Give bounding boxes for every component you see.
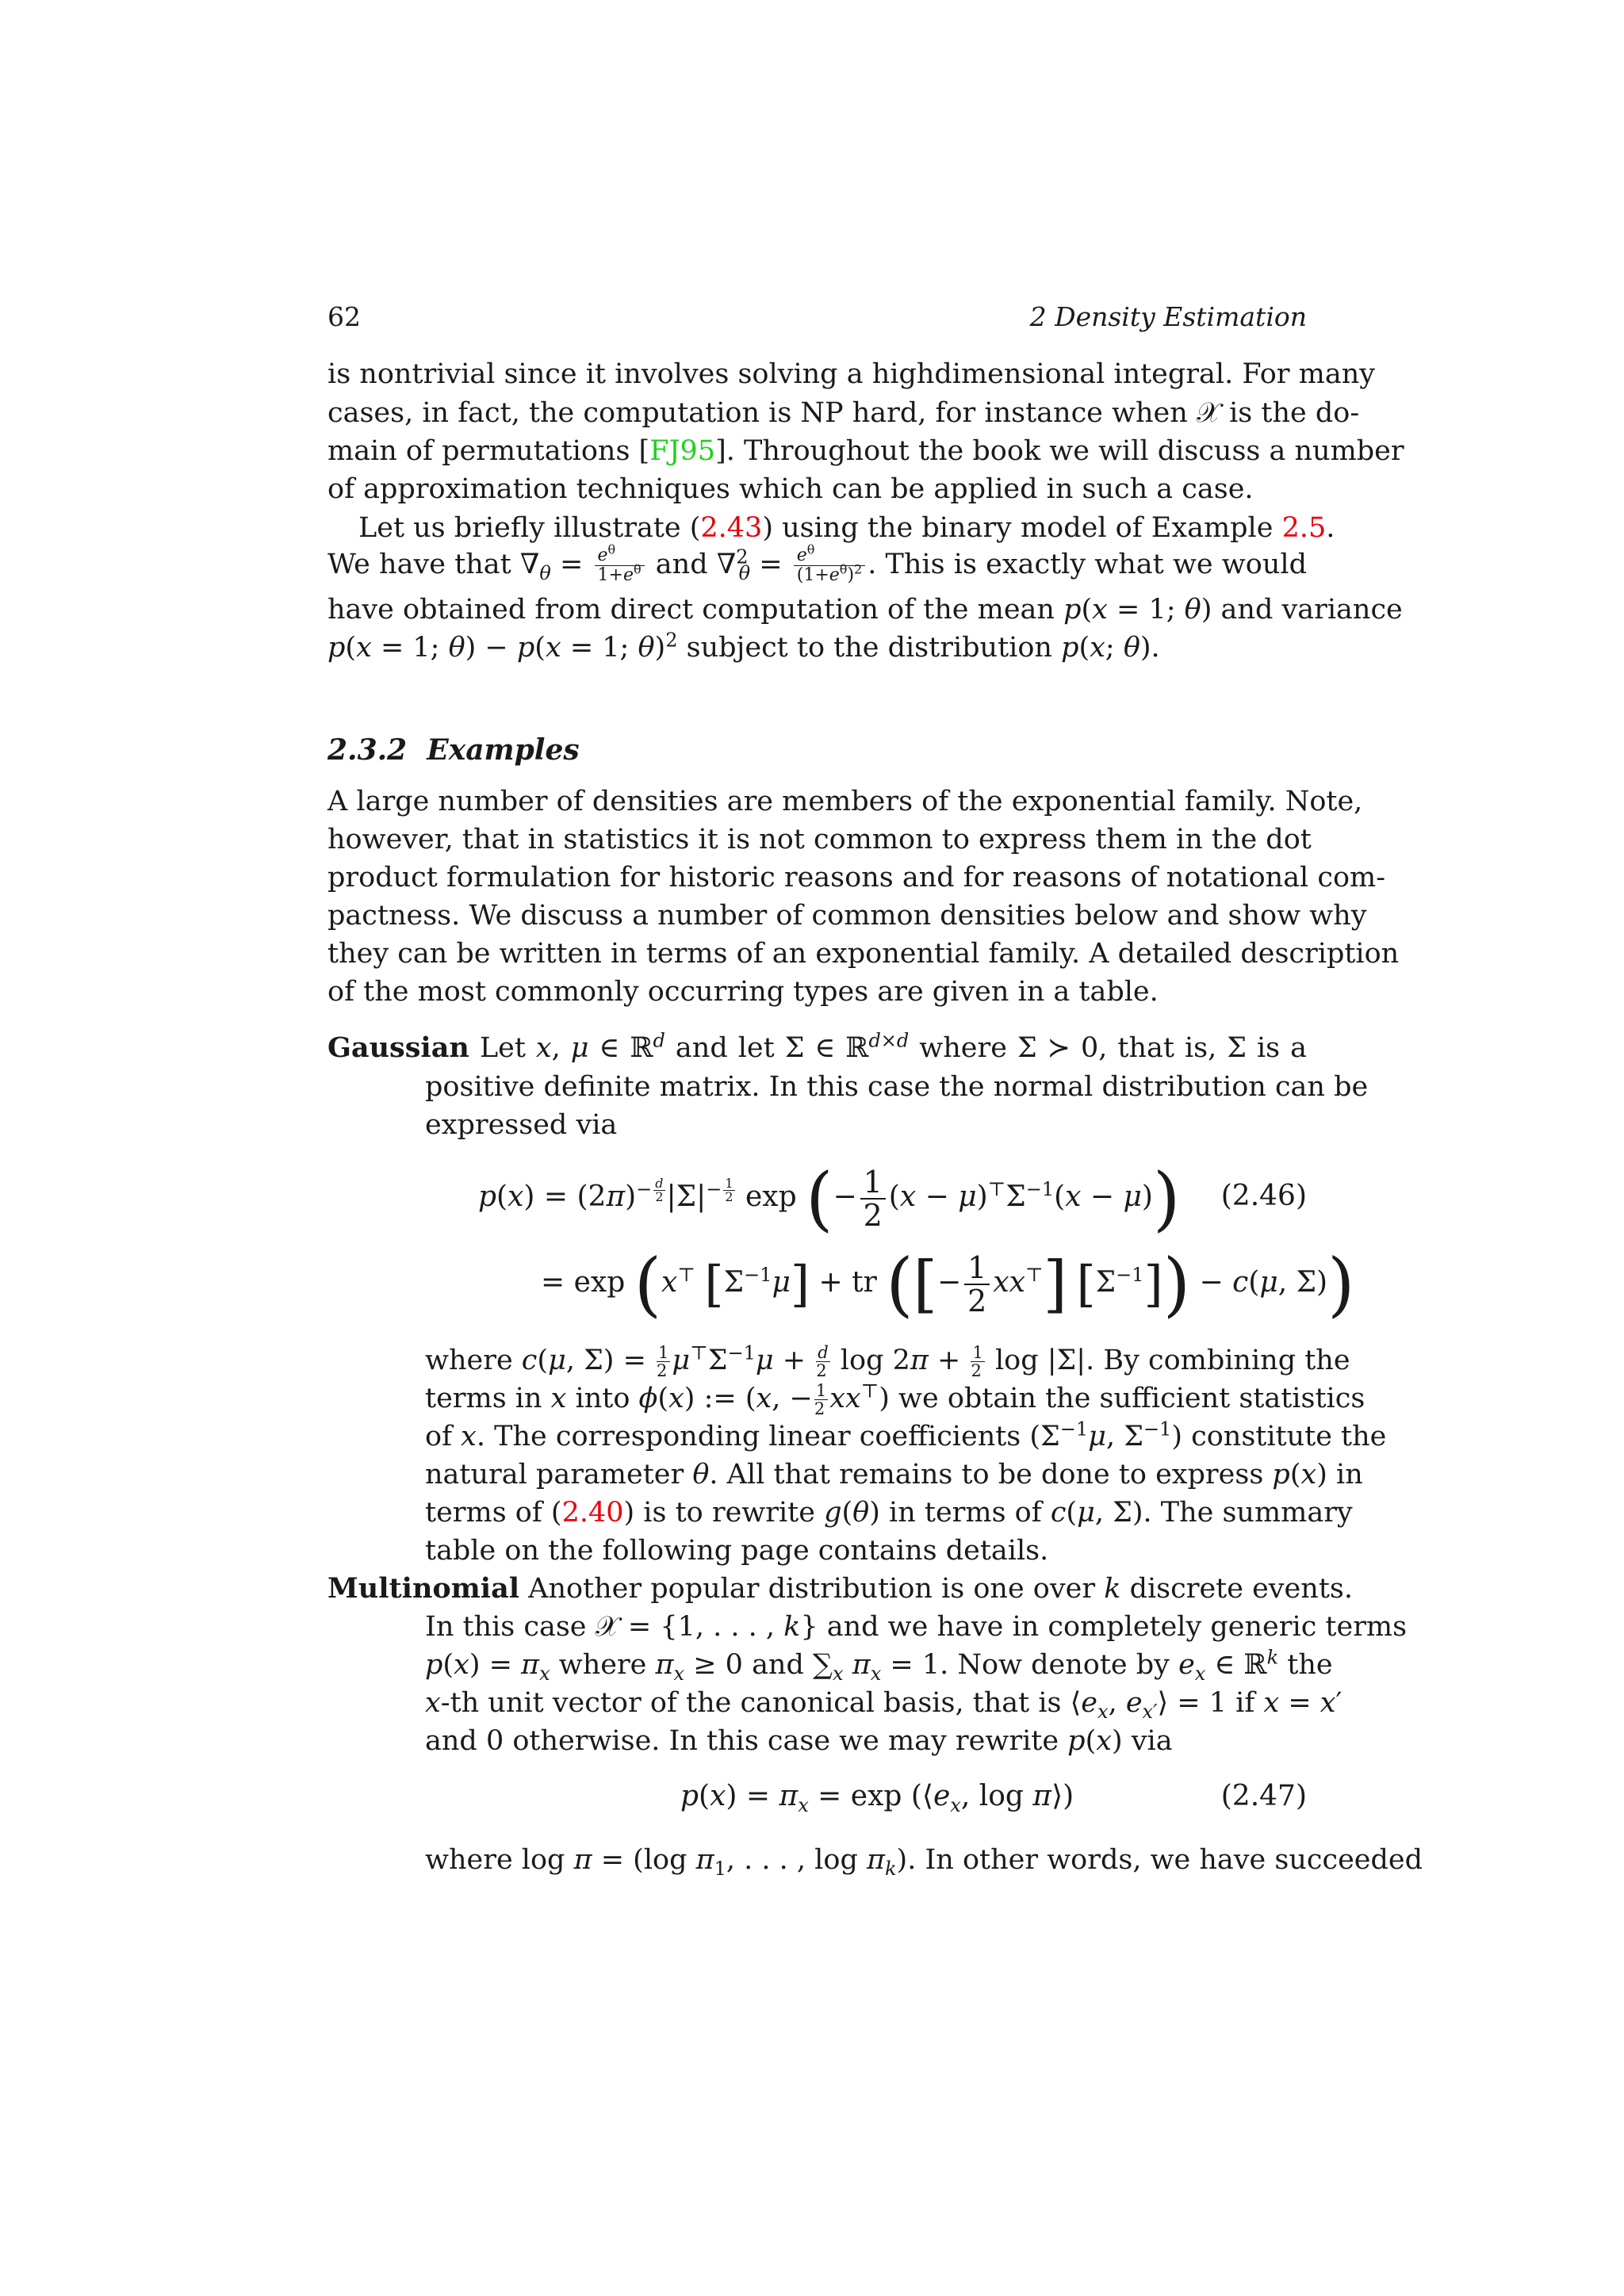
section-title: Examples	[427, 733, 580, 767]
equation-2-47: $p(x) = \pi_x = \exp$ ($⟨e_x$, log π⟩)	[680, 1780, 1074, 1817]
equation-number-2-46: (2.46)	[1220, 1180, 1307, 1212]
running-title: 2 Density Estimation	[1029, 301, 1307, 332]
gaussian-label: Gaussian	[327, 1031, 469, 1064]
equation-number-2-47: (2.47)	[1220, 1780, 1307, 1812]
equation-link[interactable]: 2.43	[700, 512, 763, 544]
equation-2-46-line1: $p(x) = (2\pi)^{- \frac{d}{2}}|\Sigma|^{- \frac{1}{2}}$ exp (− $\frac{1}{2} (x - \mu)^⊤\Sigma^{-1}(x - \mu)$)	[478, 1158, 1181, 1239]
page-number: 62	[327, 301, 361, 332]
equation-2-46-line2: = exp (x⊤ $[\Sigma^{-1}\mu]$ + tr ([− $\frac{1}{2} xx^⊤$] $[\Sigma^{-1}]) - c(\mu$, Σ))	[541, 1243, 1355, 1325]
citation-link[interactable]: FJ95	[649, 435, 716, 467]
equation-link[interactable]: 2.40	[561, 1497, 624, 1529]
multinomial-label: Multinomial	[327, 1572, 520, 1605]
section-number: 2.3.2	[327, 733, 408, 767]
example-link[interactable]: 2.5	[1281, 512, 1327, 544]
section-heading	[327, 733, 580, 767]
